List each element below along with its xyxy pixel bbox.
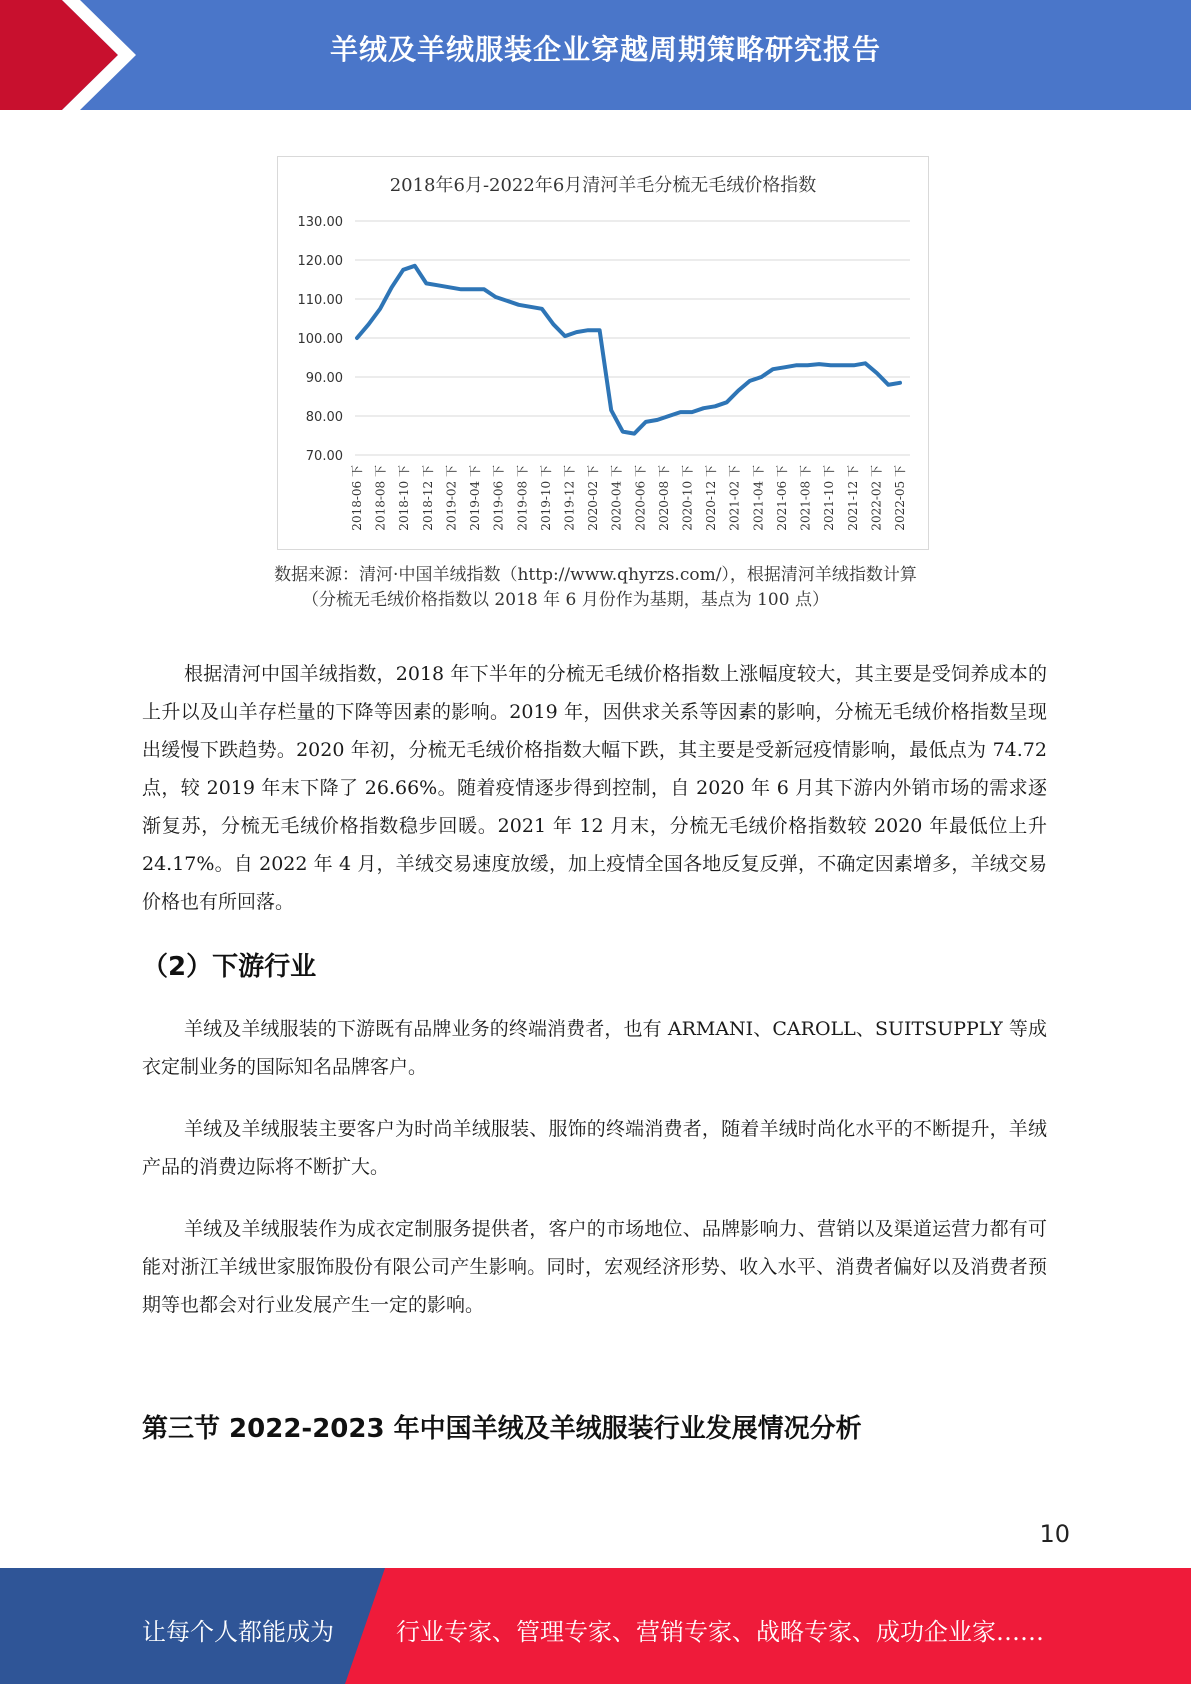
paragraph-price-index: 根据清河中国羊绒指数，2018 年下半年的分梳无毛绒价格指数上涨幅度较大，其主要是受饲养成本的上升以及山羊存栏量的下降等因素的影响。2019 年，因供求关系等因素的影响，分梳无毛绒价格指数呈现出缓慢下跌趋势。2020 年初，分梳无毛绒价格指数大幅下跌，其主要是受新冠疫情影响，最低点为 74.72 点，较 2019 年末下降了 26.66%。随着疫情逐步得到控制，自 2020 年 6 月其下游内外销市场的需求逐渐复苏，分梳无毛绒价格指数稳步回暖。2021 年 12 月末，分梳无毛绒价格指数较 2020 年最低位上升 24.17%。自 2022 年 4 月，羊绒交易速度放缓，加上疫情全国各地反复反弹，不确定因素增多，羊绒交易价格也有所回落。	[142, 663, 1047, 913]
x-tick-label: 2020-06 下	[633, 465, 648, 531]
x-tick-label: 2018-10 下	[397, 465, 412, 531]
x-tick-label: 2019-12 下	[562, 465, 577, 531]
x-tick-label: 2019-10 下	[538, 465, 553, 531]
x-tick-label: 2021-02 下	[727, 465, 742, 531]
x-tick-label: 2020-02 下	[586, 465, 601, 531]
y-tick-label: 70.00	[305, 449, 343, 464]
header-title: 羊绒及羊绒服装企业穿越周期策略研究报告	[329, 33, 881, 66]
x-tick-label: 2020-12 下	[704, 465, 719, 531]
x-tick-label: 2021-12 下	[845, 465, 860, 531]
page-header	[0, 0, 1191, 110]
footer-slogan-right: 行业专家、管理专家、营销专家、战略专家、成功企业家……	[396, 1618, 1044, 1646]
x-tick-label: 2021-04 下	[751, 465, 766, 531]
y-tick-label: 130.00	[297, 215, 343, 230]
chart-svg	[278, 157, 928, 549]
x-tick-label: 2019-08 下	[515, 465, 530, 531]
subheading-downstream: （2）下游行业	[142, 952, 317, 982]
x-tick-label: 2021-10 下	[822, 465, 837, 531]
x-tick-label: 2018-08 下	[373, 465, 388, 531]
paragraph-influence-factors: 羊绒及羊绒服装作为成衣定制服务提供者，客户的市场地位、品牌影响力、营销以及渠道运营力都有可能对浙江羊绒世家服饰股份有限公司产生影响。同时，宏观经济形势、收入水平、消费者偏好以及消费者预期等也都会对行业发展产生一定的影响。	[142, 1218, 1047, 1316]
chart-base-caption: （分梳无毛绒价格指数以 2018 年 6 月份作为基期，基点为 100 点）	[302, 590, 829, 610]
x-tick-label: 2021-08 下	[798, 465, 813, 531]
x-tick-label: 2018-06 下	[350, 465, 364, 531]
footer-slogan-left: 让每个人都能成为	[142, 1618, 334, 1646]
x-tick-label: 2019-06 下	[491, 465, 506, 531]
y-tick-label: 80.00	[305, 410, 343, 425]
x-tick-label: 2021-06 下	[774, 465, 789, 531]
y-tick-label: 100.00	[297, 332, 343, 347]
x-tick-label: 2020-08 下	[656, 465, 671, 531]
page-number: 10	[1039, 1520, 1070, 1548]
x-tick-label: 2022-02 下	[869, 465, 884, 531]
x-tick-label: 2020-04 下	[609, 465, 624, 531]
y-tick-label: 90.00	[305, 371, 343, 386]
x-tick-label: 2018-12 下	[420, 465, 435, 531]
chart-source-caption: 数据来源：清河·中国羊绒指数（http://www.qhyrzs.com/），根据清河羊绒指数计算	[274, 565, 917, 585]
price-index-chart	[277, 156, 929, 550]
paragraph-fashion-consumers: 羊绒及羊绒服装主要客户为时尚羊绒服装、服饰的终端消费者，随着羊绒时尚化水平的不断提升，羊绒产品的消费边际将不断扩大。	[142, 1118, 1047, 1178]
y-tick-label: 110.00	[297, 293, 343, 308]
y-tick-label: 120.00	[297, 254, 343, 269]
x-tick-label: 2019-02 下	[444, 465, 459, 531]
series-line	[357, 266, 900, 434]
x-tick-label: 2022-05 下	[893, 465, 907, 531]
section-heading: 第三节 2022-2023 年中国羊绒及羊绒服装行业发展情况分析	[142, 1414, 862, 1444]
paragraph-downstream-customers: 羊绒及羊绒服装的下游既有品牌业务的终端消费者，也有 ARMANI、CAROLL、SUITSUPPLY 等成衣定制业务的国际知名品牌客户。	[142, 1018, 1047, 1078]
x-tick-label: 2020-10 下	[680, 465, 695, 531]
x-tick-label: 2019-04 下	[468, 465, 483, 531]
chart-title: 2018年6月-2022年6月清河羊毛分梳无毛绒价格指数	[389, 175, 817, 196]
